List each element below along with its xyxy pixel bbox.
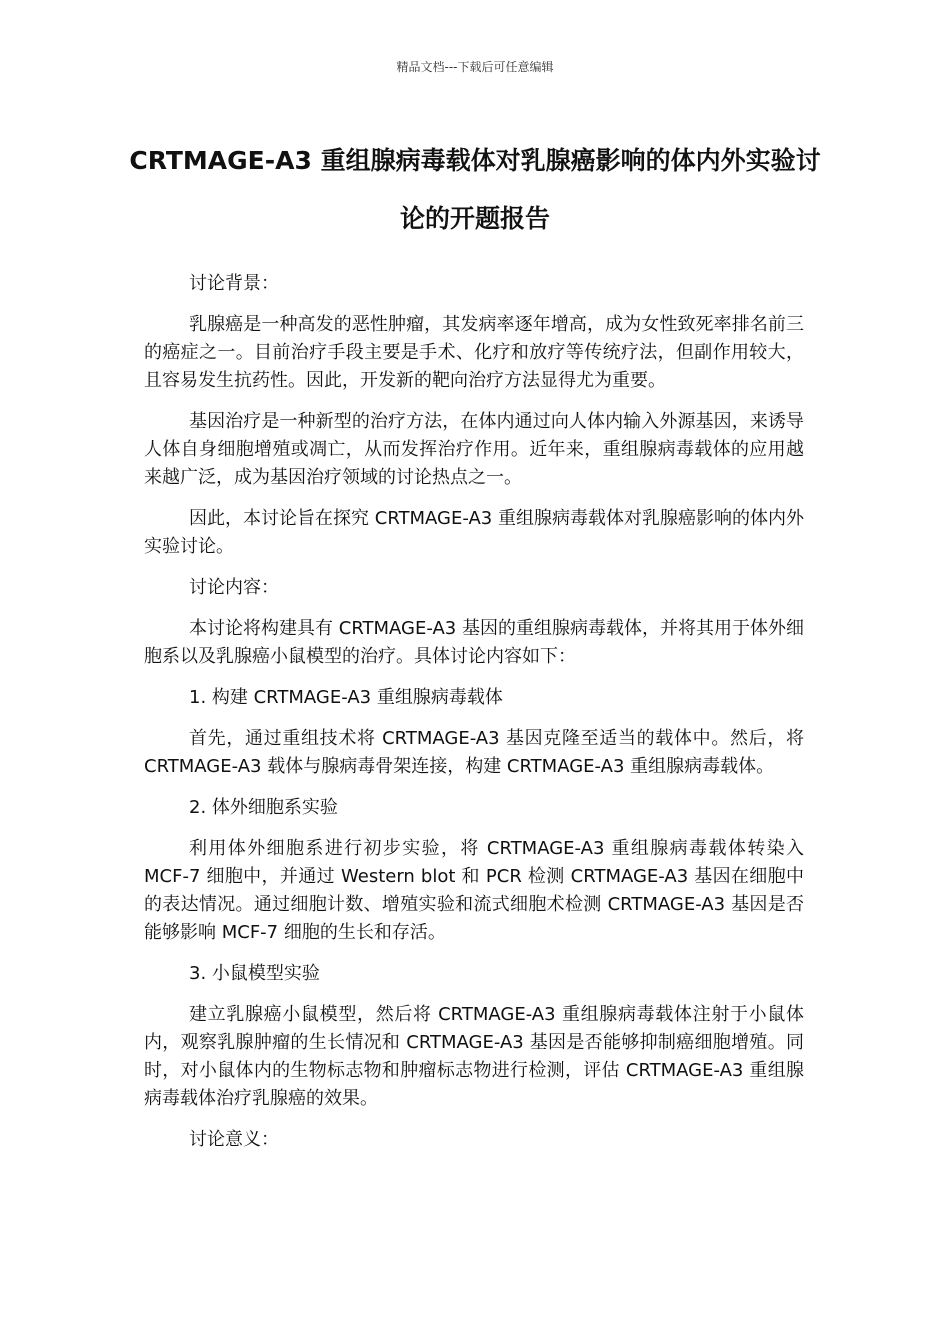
subheading-2: 2. 体外细胞系实验 — [189, 797, 338, 818]
section-heading-significance: 讨论意义： — [189, 1129, 279, 1150]
section-heading-content: 讨论内容： — [189, 577, 279, 598]
document-title: CRTMAGE-A3 重组腺病毒载体对乳腺癌影响的体内外实验讨论的开题报告 — [129, 146, 821, 233]
subheading-1: 1. 构建 CRTMAGE-A3 重组腺病毒载体 — [189, 687, 503, 708]
document-body — [144, 270, 804, 1167]
header-note: 精品文档---下载后可任意编辑 — [396, 60, 554, 74]
subheading-3: 3. 小鼠模型实验 — [189, 963, 320, 984]
paragraph-background-1: 乳腺癌是一种高发的恶性肿瘤，其发病率逐年增高，成为女性致死率排名前三的癌症之一。目前治疗手段主要是手术、化疗和放疗等传统疗法，但副作用较大，且容易发生抗药性。因此，开发新的靶向治疗方法显得尤为重要。 — [144, 314, 804, 391]
paragraph-content-intro: 本讨论将构建具有 CRTMAGE-A3 基因的重组腺病毒载体，并将其用于体外细胞系以及乳腺癌小鼠模型的治疗。具体讨论内容如下： — [144, 618, 804, 667]
paragraph-subsection-1: 首先，通过重组技术将 CRTMAGE-A3 基因克隆至适当的载体中。然后，将 CRTMAGE-A3 载体与腺病毒骨架连接，构建 CRTMAGE-A3 重组腺病毒载体。 — [144, 728, 804, 777]
section-heading-background: 讨论背景： — [189, 273, 279, 294]
paragraph-background-2: 基因治疗是一种新型的治疗方法，在体内通过向人体内输入外源基因，来诱导人体自身细胞增殖或凋亡，从而发挥治疗作用。近年来，重组腺病毒载体的应用越来越广泛，成为基因治疗领域的讨论热点之一。 — [144, 411, 804, 488]
paragraph-subsection-3: 建立乳腺癌小鼠模型，然后将 CRTMAGE-A3 重组腺病毒载体注射于小鼠体内，观察乳腺肿瘤的生长情况和 CRTMAGE-A3 基因是否能够抑制癌细胞增殖。同时，对小鼠体内的生物标志物和肿瘤标志物进行检测，评估 CRTMAGE-A3 重组腺病毒载体治疗乳腺癌的效果。 — [144, 1004, 804, 1109]
paragraph-background-3: 因此，本讨论旨在探究 CRTMAGE-A3 重组腺病毒载体对乳腺癌影响的体内外实验讨论。 — [144, 508, 804, 557]
paragraph-subsection-2: 利用体外细胞系进行初步实验，将 CRTMAGE-A3 重组腺病毒载体转染入 MCF-7 细胞中，并通过 Western blot 和 PCR 检测 CRTMAGE-A3 基因在细胞中的表达情况。通过细胞计数、增殖实验和流式细胞术检测 CRTMAGE-A3 基因是否能够影响 MCF-7 细胞的生长和存活。 — [144, 838, 804, 943]
